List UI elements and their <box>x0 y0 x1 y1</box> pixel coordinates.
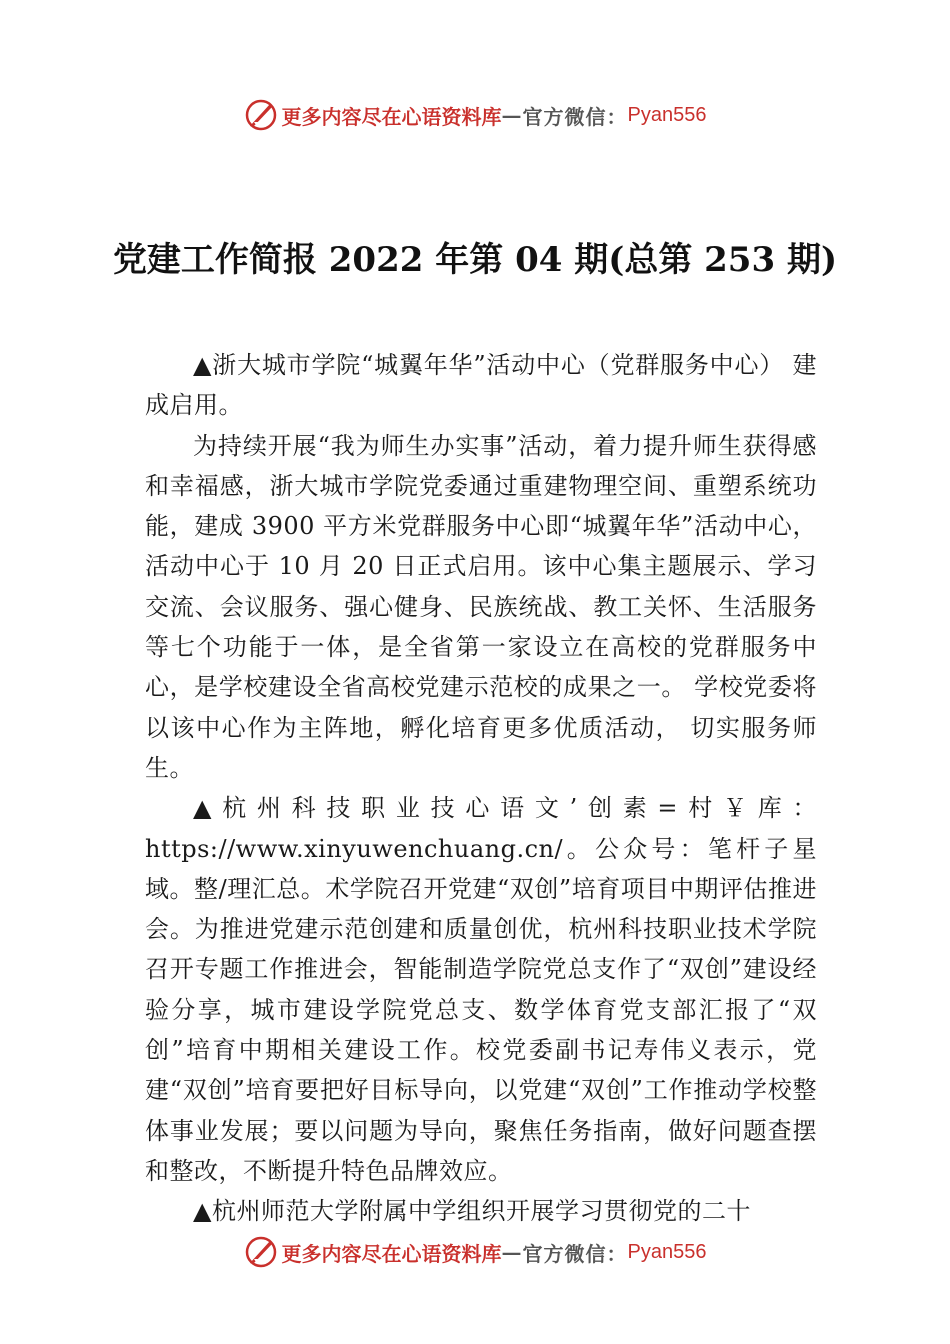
banner-dash: — <box>501 1240 523 1264</box>
paragraph-4: ▲杭州师范大学附属中学组织开展学习贯彻党的二十 <box>193 1197 751 1226</box>
footer-watermark-banner <box>0 1232 950 1272</box>
banner-wechat-id: Pyan556 <box>627 103 707 126</box>
banner-dash: — <box>501 103 523 127</box>
banner-official-text: 官方微信： <box>522 104 628 129</box>
banner-official-text: 官方微信： <box>522 1241 628 1266</box>
paragraph-2: 为持续开展“我为师生办实事”活动，着力提升师生获得感和幸福感，浙大城市学院党委通过重建物理空间、重塑系统功能，建成 3900 平方米党群服务中心即“城翼年华”活动中心，活动中心于 10 月 20 日正式启用。该中心集主题展示、学习交流、会议服务、强心健身、民族统战、教工关怀、生活服务等七个功能于一体，是全省第一家设立在高校的党群服务中心，是学校建设全省高校党建示范校的成果之一。 学校党委将以该中心作为主阵地，孵化培育更多优质活动， 切实服务师生。 <box>145 431 817 782</box>
banner-site-text: 更多内容尽在心语资料库 <box>281 104 502 129</box>
document-body <box>145 345 817 1232</box>
document-title: 党建工作简报 2022 年第 04 期(总第 253 期) <box>112 240 838 280</box>
quill-logo-icon <box>244 98 278 132</box>
quill-logo-icon <box>244 1235 278 1269</box>
banner-site-text: 更多内容尽在心语资料库 <box>281 1241 502 1266</box>
paragraph-1: ▲浙大城市学院“城翼年华”活动中心（党群服务中心） 建成启用。 <box>145 351 817 420</box>
header-watermark-banner <box>0 95 950 135</box>
banner-wechat-id: Pyan556 <box>627 1240 707 1263</box>
paragraph-3: ▲杭州科技职业技心语文’创素=村￥库：https://www.xinyuwenchuang.cn/。公众号：笔杆子星域。整/理汇总。术学院召开党建“双创”培育项目中期评估推进会。为推进党建示范创建和质量创优，杭州科技职业技术学院召开专题工作推进会，智能制造学院党总支作了“双创”建设经验分享，城市建设学院党总支、数学体育党支部汇报了“双创”培育中期相关建设工作。校党委副书记寿伟义表示，党建“双创”培育要把好目标导向，以党建“双创”工作推动学校整体事业发展；要以问题为导向，聚焦任务指南，做好问题查摆和整改，不断提升特色品牌效应。 <box>145 794 817 1185</box>
